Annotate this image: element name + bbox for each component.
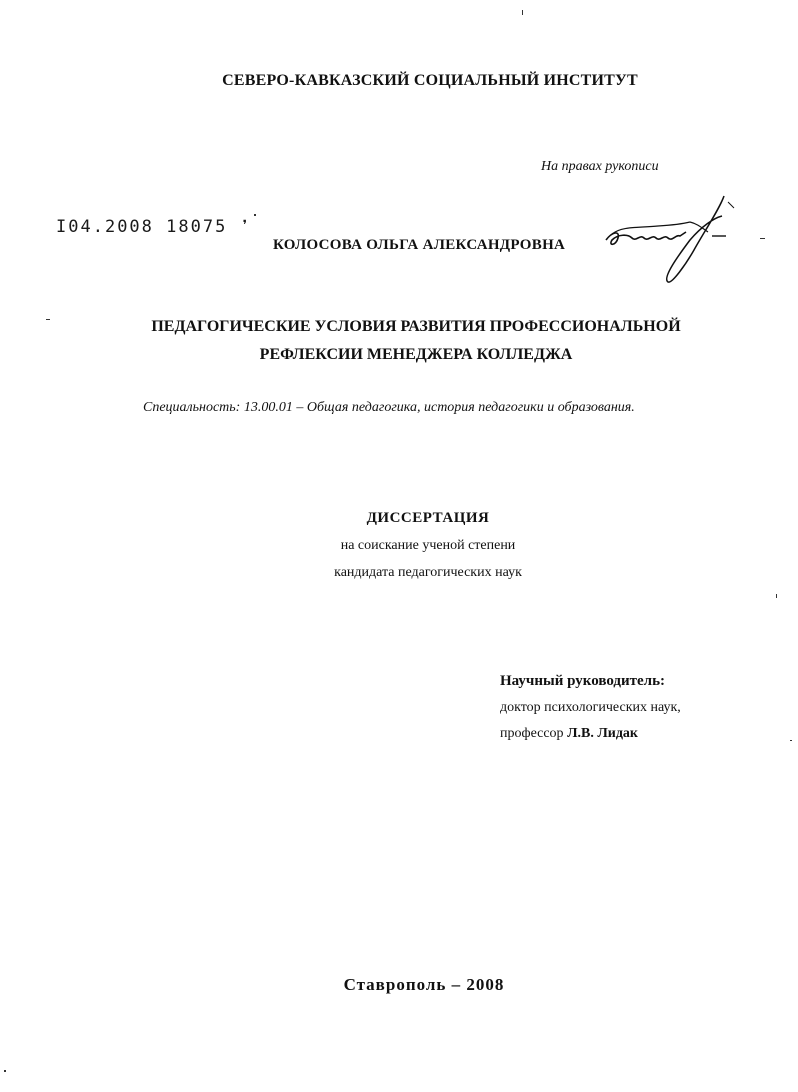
scan-speck [522,10,523,15]
scan-speck [760,238,765,239]
supervisor-degree: доктор психологических наук, [500,700,681,715]
stamp-mark: ❜ [227,217,252,237]
supervisor-heading: Научный руководитель: [500,673,665,689]
stamp-bar: I [56,217,69,237]
registration-stamp [56,217,252,237]
manuscript-note: На правах рукописи [541,159,659,174]
supervisor-name: Л.В. Лидак [567,726,638,741]
supervisor-title [500,726,638,742]
degree-line-2: кандидата педагогических наук [334,565,522,580]
thesis-title-line-1: ПЕДАГОГИЧЕСКИЕ УСЛОВИЯ РАЗВИТИЯ ПРОФЕССИОНАЛЬНОЙ [151,318,681,335]
scan-speck [776,594,777,598]
scan-speck [790,740,792,741]
stamp-code: 04.2008 18075 [68,217,228,237]
city-year: Ставрополь – 2008 [343,975,505,994]
scan-speck [4,1070,6,1072]
author-name: КОЛОСОВА ОЛЬГА АЛЕКСАНДРОВНА [273,237,566,253]
document-type: ДИССЕРТАЦИЯ [366,510,490,526]
signature-image [598,188,758,288]
scan-speck [254,214,256,216]
thesis-title-line-2: РЕФЛЕКСИИ МЕНЕДЖЕРА КОЛЛЕДЖА [259,346,573,363]
scan-speck [46,319,50,320]
supervisor-rank: профессор [500,726,564,741]
specialty: Специальность: 13.00.01 – Общая педагогика, история педагогики и образования. [143,400,635,415]
degree-line-1: на соискание ученой степени [340,538,516,553]
institute-name: СЕВЕРО-КАВКАЗСКИЙ СОЦИАЛЬНЫЙ ИНСТИТУТ [222,72,638,89]
